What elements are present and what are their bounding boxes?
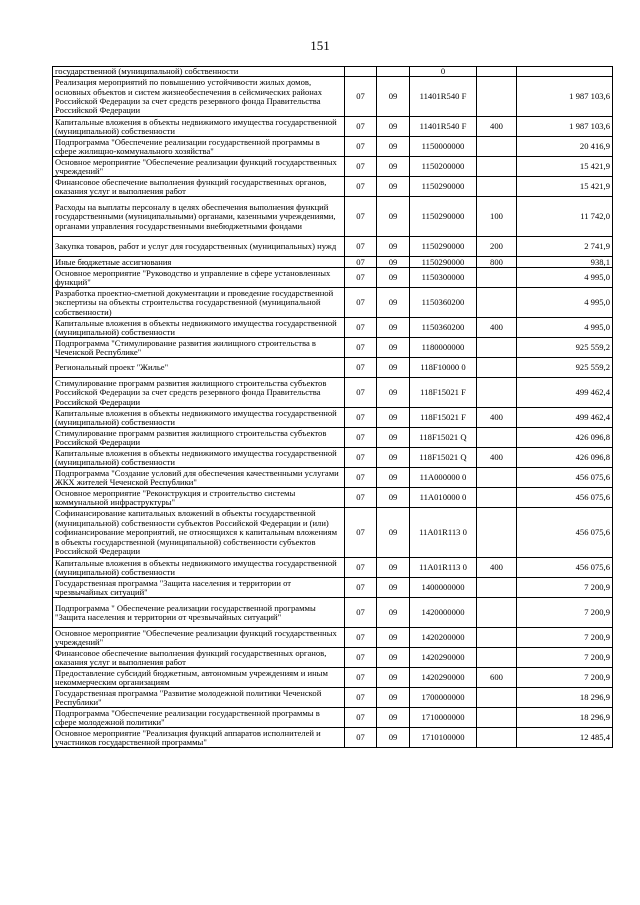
- row-amount: 2 741,9: [517, 237, 613, 257]
- table-row: [53, 628, 613, 648]
- budget-table: [52, 66, 613, 748]
- row-name: Основное мероприятие "Реконструкция и строительство системы коммунальной инфраструктуры": [53, 488, 345, 508]
- row-section: 07: [345, 558, 377, 578]
- row-expense-type: 400: [477, 117, 517, 137]
- row-section: 07: [345, 237, 377, 257]
- row-amount: 456 075,6: [517, 468, 613, 488]
- table-row: [53, 77, 613, 117]
- row-name: Реализация мероприятий по повышению устойчивости жилых домов, основных объектов и систем жизнеобеспечения в сейсмических районах Российской Федерации за счет средств резервного фонда Правительства Российской Федерации: [53, 77, 345, 117]
- row-subsection: 09: [377, 508, 410, 558]
- row-expense-type: [477, 648, 517, 668]
- row-section: 07: [345, 288, 377, 318]
- row-section: 07: [345, 468, 377, 488]
- row-expense-type: [477, 378, 517, 408]
- row-name: Предоставление субсидий бюджетным, автономным учреждениям и иным некоммерческим организациям: [53, 668, 345, 688]
- row-target-article: 1150290000: [410, 197, 477, 237]
- row-target-article: 11401R540 F: [410, 117, 477, 137]
- table-row: [53, 708, 613, 728]
- row-amount: 456 075,6: [517, 488, 613, 508]
- row-amount: 15 421,9: [517, 157, 613, 177]
- row-section: 07: [345, 378, 377, 408]
- row-section: 07: [345, 408, 377, 428]
- row-section: 07: [345, 338, 377, 358]
- row-target-article: 1180000000: [410, 338, 477, 358]
- row-name: государственной (муниципальной) собственности: [53, 67, 345, 77]
- row-expense-type: [477, 358, 517, 378]
- table-row: [53, 237, 613, 257]
- row-amount: 426 096,8: [517, 448, 613, 468]
- row-expense-type: [477, 338, 517, 358]
- table-row: [53, 668, 613, 688]
- row-name: Капитальные вложения в объекты недвижимого имущества государственной (муниципальной) собственности: [53, 448, 345, 468]
- row-subsection: 09: [377, 728, 410, 748]
- row-target-article: 118F15021 Q: [410, 448, 477, 468]
- row-expense-type: [477, 628, 517, 648]
- table-row: [53, 177, 613, 197]
- table-row: [53, 508, 613, 558]
- row-subsection: 09: [377, 648, 410, 668]
- row-expense-type: 400: [477, 408, 517, 428]
- row-name: Подпрограмма "Создание условий для обеспечения качественными услугами ЖКХ жителей Чеченской Республики": [53, 468, 345, 488]
- row-expense-type: [477, 508, 517, 558]
- row-section: 07: [345, 628, 377, 648]
- table-row: [53, 488, 613, 508]
- row-target-article: 1700000000: [410, 688, 477, 708]
- row-name: Стимулирование программ развития жилищного строительства субъектов Российской Федерации: [53, 428, 345, 448]
- row-amount: 456 075,6: [517, 508, 613, 558]
- row-subsection: 09: [377, 338, 410, 358]
- row-expense-type: 600: [477, 668, 517, 688]
- row-subsection: 09: [377, 688, 410, 708]
- row-section: 07: [345, 77, 377, 117]
- row-section: 07: [345, 137, 377, 157]
- table-row: [53, 197, 613, 237]
- table-row: [53, 117, 613, 137]
- row-expense-type: [477, 77, 517, 117]
- row-expense-type: [477, 728, 517, 748]
- row-amount: 426 096,8: [517, 428, 613, 448]
- row-section: 07: [345, 648, 377, 668]
- row-name: Основное мероприятие "Обеспечение реализации функций государственных учреждений": [53, 157, 345, 177]
- row-section: 07: [345, 708, 377, 728]
- row-target-article: 118F15021 Q: [410, 428, 477, 448]
- row-name: Капитальные вложения в объекты недвижимого имущества государственной (муниципальной) собственности: [53, 117, 345, 137]
- row-amount: 7 200,9: [517, 648, 613, 668]
- row-amount: 938,1: [517, 257, 613, 268]
- row-subsection: 09: [377, 237, 410, 257]
- row-target-article: 11А01R113 0: [410, 508, 477, 558]
- table-row: [53, 137, 613, 157]
- row-amount: [517, 67, 613, 77]
- row-section: 07: [345, 428, 377, 448]
- row-target-article: 11А01R113 0: [410, 558, 477, 578]
- row-target-article: 1150200000: [410, 157, 477, 177]
- row-target-article: 11401R540 F: [410, 77, 477, 117]
- row-target-article: 1710000000: [410, 708, 477, 728]
- row-amount: 925 559,2: [517, 338, 613, 358]
- row-expense-type: [477, 428, 517, 448]
- table-row: [53, 318, 613, 338]
- row-expense-type: 200: [477, 237, 517, 257]
- row-amount: 499 462,4: [517, 378, 613, 408]
- row-expense-type: 400: [477, 318, 517, 338]
- row-subsection: 09: [377, 428, 410, 448]
- table-row: [53, 428, 613, 448]
- row-name: Иные бюджетные ассигнования: [53, 257, 345, 268]
- page-number: 151: [310, 38, 330, 53]
- row-section: 07: [345, 318, 377, 338]
- row-expense-type: [477, 137, 517, 157]
- row-expense-type: [477, 688, 517, 708]
- row-target-article: 1150360200: [410, 318, 477, 338]
- table-row: [53, 598, 613, 628]
- row-name: Финансовое обеспечение выполнения функций государственных органов, оказания услуг и выполнения работ: [53, 648, 345, 668]
- row-expense-type: 100: [477, 197, 517, 237]
- row-amount: 7 200,9: [517, 668, 613, 688]
- row-name: Финансовое обеспечение выполнения функций государственных органов, оказания услуг и выполнения работ: [53, 177, 345, 197]
- row-section: 07: [345, 668, 377, 688]
- row-amount: 499 462,4: [517, 408, 613, 428]
- row-amount: 1 987 103,6: [517, 117, 613, 137]
- row-amount: 12 485,4: [517, 728, 613, 748]
- row-amount: 4 995,0: [517, 268, 613, 288]
- row-target-article: 1150300000: [410, 268, 477, 288]
- row-subsection: 09: [377, 77, 410, 117]
- table-row: [53, 268, 613, 288]
- row-subsection: 09: [377, 157, 410, 177]
- row-amount: 11 742,0: [517, 197, 613, 237]
- row-target-article: 1150290000: [410, 177, 477, 197]
- row-target-article: 1420000000: [410, 598, 477, 628]
- row-expense-type: [477, 157, 517, 177]
- row-target-article: 11А000000 0: [410, 468, 477, 488]
- row-expense-type: [477, 268, 517, 288]
- row-amount: 15 421,9: [517, 177, 613, 197]
- row-expense-type: [477, 288, 517, 318]
- row-amount: 20 416,9: [517, 137, 613, 157]
- row-expense-type: 400: [477, 448, 517, 468]
- table-row: [53, 157, 613, 177]
- row-amount: 1 987 103,6: [517, 77, 613, 117]
- row-subsection: 09: [377, 177, 410, 197]
- row-amount: 7 200,9: [517, 598, 613, 628]
- row-amount: 7 200,9: [517, 628, 613, 648]
- row-subsection: 09: [377, 378, 410, 408]
- row-subsection: [377, 67, 410, 77]
- row-subsection: 09: [377, 578, 410, 598]
- table-row: [53, 688, 613, 708]
- row-section: [345, 67, 377, 77]
- row-name: Подпрограмма "Обеспечение реализации государственной программы в сфере молодежной политики": [53, 708, 345, 728]
- row-subsection: 09: [377, 197, 410, 237]
- row-subsection: 09: [377, 448, 410, 468]
- row-expense-type: 400: [477, 558, 517, 578]
- table-row: [53, 558, 613, 578]
- row-amount: 4 995,0: [517, 288, 613, 318]
- row-section: 07: [345, 117, 377, 137]
- table-row: [53, 468, 613, 488]
- row-section: 07: [345, 257, 377, 268]
- row-amount: 4 995,0: [517, 318, 613, 338]
- row-target-article: 1150360200: [410, 288, 477, 318]
- row-section: 07: [345, 578, 377, 598]
- row-target-article: 1710100000: [410, 728, 477, 748]
- table-row: [53, 578, 613, 598]
- table-row: [53, 338, 613, 358]
- row-name: Государственная программа "Защита населения и территории от чрезвычайных ситуаций": [53, 578, 345, 598]
- row-amount: 18 296,9: [517, 708, 613, 728]
- row-target-article: 118F10000 0: [410, 358, 477, 378]
- row-subsection: 09: [377, 137, 410, 157]
- row-name: Софинансирование капитальных вложений в объекты государственной (муниципальной) собственности субъектов Российской Федерации и (или) софинансирование мероприятий, не относящихся к капитальным вложениям в объекты государственной (муниципальной) собственности субъектов Российской Федерации: [53, 508, 345, 558]
- row-expense-type: [477, 177, 517, 197]
- row-name: Капитальные вложения в объекты недвижимого имущества государственной (муниципальной) собственности: [53, 318, 345, 338]
- table-row: [53, 448, 613, 468]
- row-subsection: 09: [377, 488, 410, 508]
- table-row: [53, 257, 613, 268]
- row-section: 07: [345, 688, 377, 708]
- row-name: Основное мероприятие "Реализация функций аппаратов исполнителей и участников государственной программы": [53, 728, 345, 748]
- row-section: 07: [345, 197, 377, 237]
- row-subsection: 09: [377, 358, 410, 378]
- row-name: Подпрограмма "Стимулирование развития жилищного строительства в Чеченской Республике": [53, 338, 345, 358]
- row-name: Капитальные вложения в объекты недвижимого имущества государственной (муниципальной) собственности: [53, 408, 345, 428]
- row-section: 07: [345, 448, 377, 468]
- row-amount: 7 200,9: [517, 578, 613, 598]
- row-name: Подпрограмма "Обеспечение реализации государственной программы в сфере жилищно-коммунального хозяйства": [53, 137, 345, 157]
- row-expense-type: 800: [477, 257, 517, 268]
- row-target-article: 0: [410, 67, 477, 77]
- table-row: [53, 648, 613, 668]
- row-subsection: 09: [377, 558, 410, 578]
- row-section: 07: [345, 177, 377, 197]
- row-expense-type: [477, 67, 517, 77]
- row-subsection: 09: [377, 598, 410, 628]
- row-expense-type: [477, 578, 517, 598]
- row-subsection: 09: [377, 408, 410, 428]
- row-section: 07: [345, 358, 377, 378]
- row-section: 07: [345, 488, 377, 508]
- row-name: Основное мероприятие "Обеспечение реализации функций государственных учреждений": [53, 628, 345, 648]
- row-amount: 18 296,9: [517, 688, 613, 708]
- row-amount: 925 559,2: [517, 358, 613, 378]
- table-row: [53, 378, 613, 408]
- row-target-article: 1400000000: [410, 578, 477, 598]
- row-subsection: 09: [377, 268, 410, 288]
- row-name: Основное мероприятие "Руководство и управление в сфере установленных функций": [53, 268, 345, 288]
- row-name: Стимулирование программ развития жилищного строительства субъектов Российской Федерации за счет средств резервного фонда Правительства Российской Федерации: [53, 378, 345, 408]
- table-row: [53, 408, 613, 428]
- row-expense-type: [477, 598, 517, 628]
- row-target-article: 1420290000: [410, 668, 477, 688]
- row-name: Региональный проект "Жилье": [53, 358, 345, 378]
- row-subsection: 09: [377, 288, 410, 318]
- row-subsection: 09: [377, 668, 410, 688]
- row-target-article: 1150000000: [410, 137, 477, 157]
- budget-table-body: [53, 67, 613, 748]
- row-target-article: 11А010000 0: [410, 488, 477, 508]
- row-amount: 456 075,6: [517, 558, 613, 578]
- table-row: [53, 358, 613, 378]
- row-target-article: 1150290000: [410, 257, 477, 268]
- row-subsection: 09: [377, 628, 410, 648]
- row-name: Закупка товаров, работ и услуг для государственных (муниципальных) нужд: [53, 237, 345, 257]
- row-name: Государственная программа "Развитие молодежной политики Чеченской Республики": [53, 688, 345, 708]
- row-section: 07: [345, 728, 377, 748]
- table-row: [53, 67, 613, 77]
- table-row: [53, 728, 613, 748]
- row-expense-type: [477, 468, 517, 488]
- row-target-article: 118F15021 F: [410, 378, 477, 408]
- row-subsection: 09: [377, 257, 410, 268]
- table-row: [53, 288, 613, 318]
- row-expense-type: [477, 708, 517, 728]
- row-name: Разработка проектно-сметной документации и проведение государственной экспертизы на объекты строительства государственной (муниципальной собственности): [53, 288, 345, 318]
- row-expense-type: [477, 488, 517, 508]
- row-name: Капитальные вложения в объекты недвижимого имущества государственной (муниципальной) собственности: [53, 558, 345, 578]
- row-section: 07: [345, 268, 377, 288]
- row-section: 07: [345, 157, 377, 177]
- row-name: Подпрограмма " Обеспечение реализации государственной программы "Защита населения и территории от чрезвычайных ситуаций": [53, 598, 345, 628]
- row-name: Расходы на выплаты персоналу в целях обеспечения выполнения функций государственными (муниципальными) органами, казенными учреждениями, органами управления государственными внебюджетными фондами: [53, 197, 345, 237]
- row-subsection: 09: [377, 318, 410, 338]
- row-section: 07: [345, 598, 377, 628]
- row-subsection: 09: [377, 708, 410, 728]
- row-target-article: 1150290000: [410, 237, 477, 257]
- row-target-article: 118F15021 F: [410, 408, 477, 428]
- row-target-article: 1420290000: [410, 648, 477, 668]
- row-target-article: 1420200000: [410, 628, 477, 648]
- row-subsection: 09: [377, 468, 410, 488]
- row-section: 07: [345, 508, 377, 558]
- row-subsection: 09: [377, 117, 410, 137]
